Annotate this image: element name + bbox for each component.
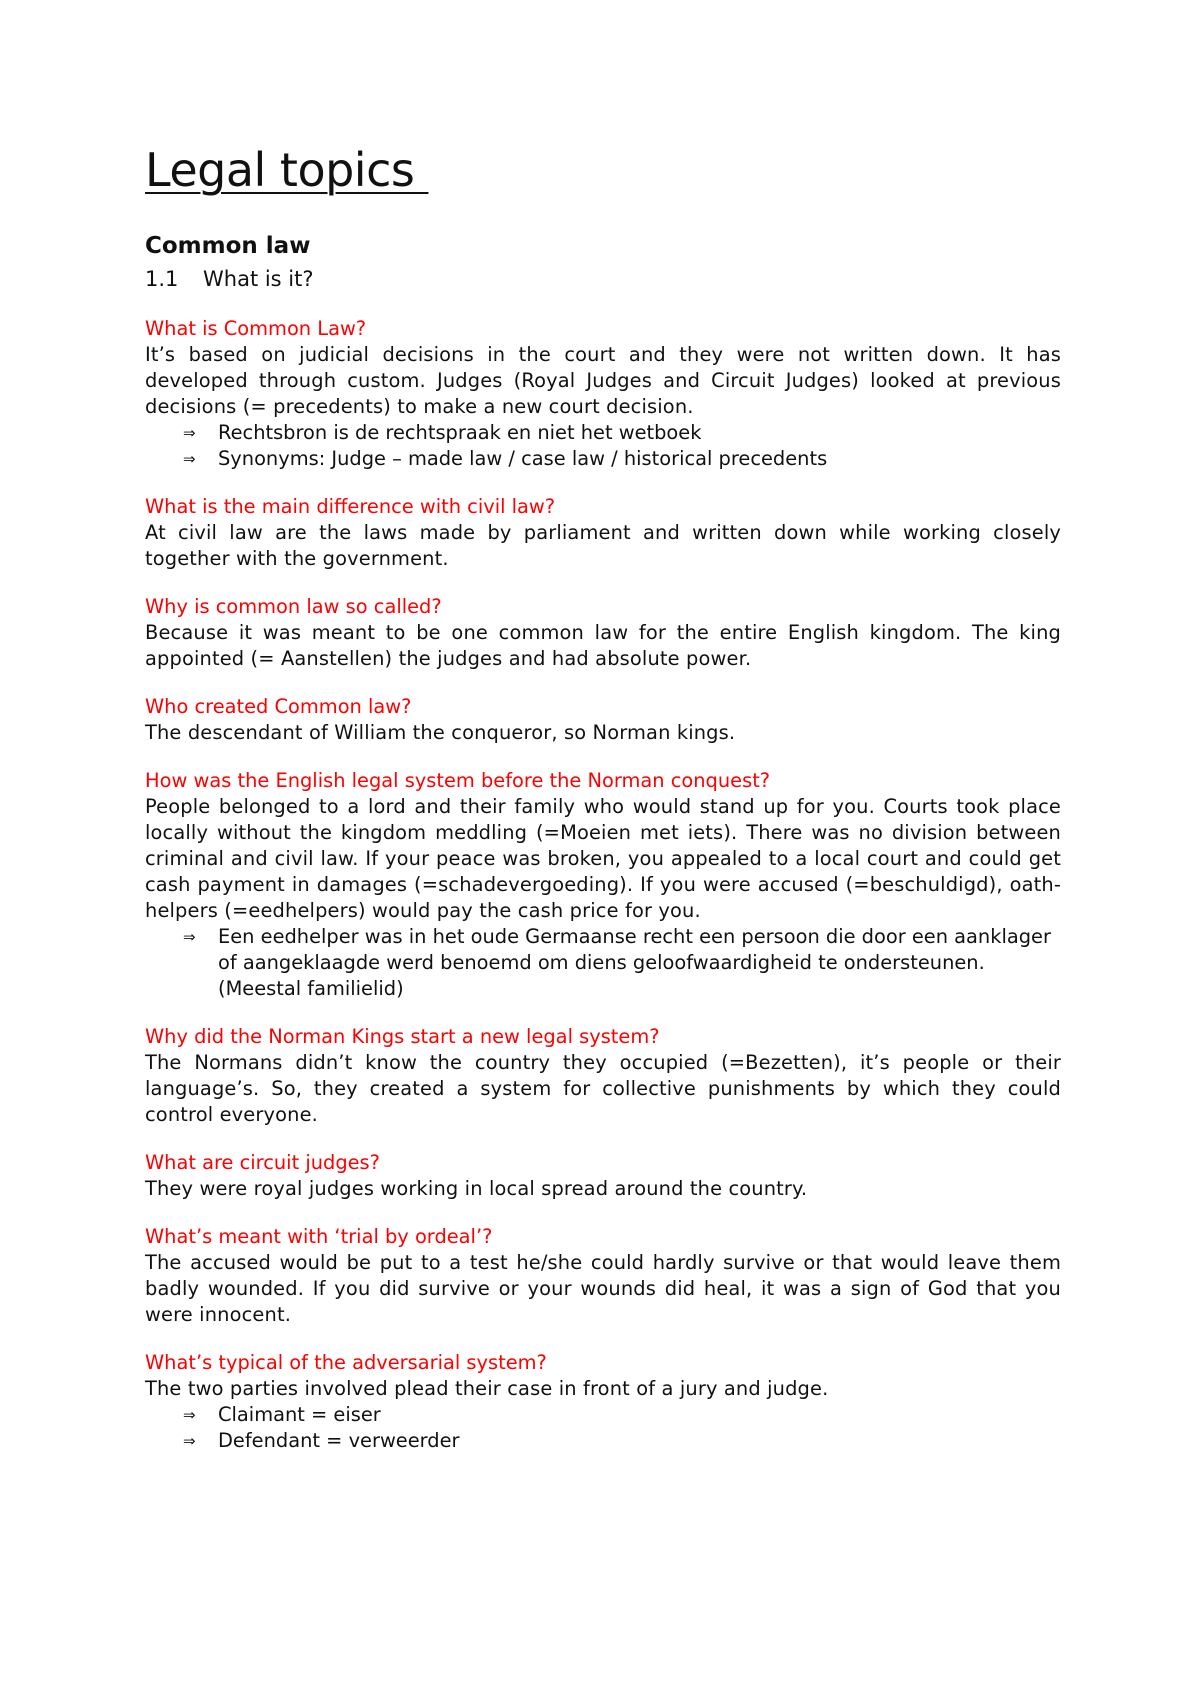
arrow-icon: ⇒: [183, 1432, 196, 1450]
bullet-text: Rechtsbron is de rechtspraak en niet het wetboek: [218, 421, 702, 444]
section-heading: Common law: [145, 233, 311, 259]
question: What’s meant with ‘trial by ordeal’?: [145, 1225, 493, 1248]
qa-block: [145, 1350, 1061, 1454]
document-title: Legal topics: [145, 143, 429, 197]
answer: The Normans didn’t know the country they occupied (=Bezetten), it’s people or their language’s. So, they created a system for collective punishments by which they could control everyone.: [145, 1051, 1061, 1126]
question: What are circuit judges?: [145, 1151, 380, 1174]
answer: People belonged to a lord and their family who would stand up for you. Courts took place locally without the kingdom meddling (=Moeien met iets). There was no division between criminal and civil law. If your peace was broken, you appealed to a local court and could get cash payment in damages (=schadevergoeding). If you were accused (=beschuldigd), oath-helpers (=eedhelpers) would pay the cash price for you.: [145, 795, 1061, 922]
question: Why did the Norman Kings start a new legal system?: [145, 1025, 660, 1048]
arrow-icon: ⇒: [183, 424, 196, 442]
bullet-item: [183, 420, 1061, 446]
bullet-text: Claimant = eiser: [218, 1403, 381, 1426]
bullet-list: [145, 1402, 1061, 1454]
answer: It’s based on judicial decisions in the court and they were not written down. It has developed through custom. Judges (Royal Judges and Circuit Judges) looked at previous decisions (= precedents) to make a new court decision.: [145, 343, 1061, 418]
qa-block: [145, 694, 1061, 746]
question: What’s typical of the adversarial system?: [145, 1351, 547, 1374]
document-page: [145, 140, 1061, 1454]
answer: They were royal judges working in local spread around the country.: [145, 1177, 808, 1200]
arrow-icon: ⇒: [183, 928, 196, 946]
question: How was the English legal system before the Norman conquest?: [145, 769, 771, 792]
qa-block: [145, 494, 1061, 572]
bullet-item: [183, 924, 1061, 1002]
answer: The descendant of William the conqueror, so Norman kings.: [145, 721, 736, 744]
qa-block: [145, 1224, 1061, 1328]
answer: The accused would be put to a test he/she could hardly survive or that would leave them badly wounded. If you did survive or your wounds did heal, it was a sign of God that you were innocent.: [145, 1251, 1061, 1326]
qa-block: [145, 1150, 1061, 1202]
answer: Because it was meant to be one common law for the entire English kingdom. The king appointed (= Aanstellen) the judges and had absolute power.: [145, 621, 1061, 670]
question: What is the main difference with civil law?: [145, 495, 556, 518]
qa-list: [145, 316, 1061, 1454]
arrow-icon: ⇒: [183, 450, 196, 468]
bullet-text: Defendant = verweerder: [218, 1429, 460, 1452]
question: What is Common Law?: [145, 317, 367, 340]
question: Who created Common law?: [145, 695, 412, 718]
qa-block: [145, 594, 1061, 672]
bullet-item: [183, 446, 1061, 472]
subsection-heading: [145, 264, 1061, 294]
qa-block: [145, 768, 1061, 1002]
bullet-text: Synonyms: Judge – made law / case law / historical precedents: [218, 447, 828, 470]
bullet-text: Een eedhelper was in het oude Germaanse recht een persoon die door een aanklager of aangeklaagde werd benoemd om diens geloofwaardigheid te ondersteunen. (Meestal familielid): [218, 925, 1051, 1000]
bullet-item: [183, 1428, 1061, 1454]
bullet-list: [145, 924, 1061, 1002]
subsection-title: What is it?: [203, 267, 314, 291]
answer: The two parties involved plead their case in front of a jury and judge.: [145, 1377, 829, 1400]
qa-block: [145, 1024, 1061, 1128]
subsection-number: 1.1: [145, 267, 179, 291]
question: Why is common law so called?: [145, 595, 442, 618]
answer: At civil law are the laws made by parliament and written down while working closely together with the government.: [145, 521, 1061, 570]
bullet-item: [183, 1402, 1061, 1428]
qa-block: [145, 316, 1061, 472]
arrow-icon: ⇒: [183, 1406, 196, 1424]
bullet-list: [145, 420, 1061, 472]
